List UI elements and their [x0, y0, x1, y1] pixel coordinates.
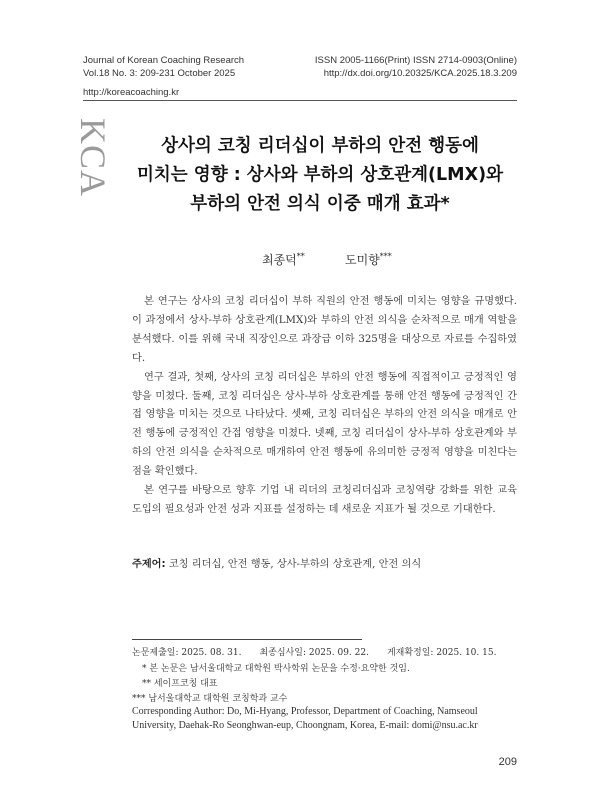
footnote-3: *** 남서울대학교 대학원 코칭학과 교수 [132, 694, 288, 704]
footnote-2: ** 세이프코칭 대표 [142, 679, 218, 689]
author-mark: *** [379, 252, 392, 261]
abstract-paragraph-3: 본 연구를 바탕으로 향후 기업 내 리더의 코칭리더십과 코칭역량 강화를 위한 교육 도입의 필요성과 안전 성과 지표를 설정하는 데 새로운 지표가 될 것으로 기대한다. [132, 485, 517, 515]
corresponding-author-line-1: Corresponding Author: Do, Mi-Hyang, Professor, Department of Coaching, Namseoul [132, 706, 478, 717]
abstract-paragraph-1: 본 연구는 상사의 코칭 리더십이 부하 직원의 안전 행동에 미치는 영향을 규명했다. 이 과정에서 상사-부하 상호관계(LMX)와 부하의 안전 의식을 순차적으로 매개 역할을 분석했다. 이를 위해 국내 직장인으로 과장급 이하 325명을 대상으로 자료를 수집하였다. [132, 296, 517, 364]
abstract-paragraph-2: 연구 결과, 첫째, 상사의 코칭 리더십은 부하의 안전 행동에 직접적이고 긍정적인 영향을 미쳤다. 둘째, 코칭 리더십은 상사-부하 상호관계를 통해 안전 행동에 긍정적인 간접 영향을 미치는 것으로 나타났다. 셋째, 코칭 리더십은 부하의 안전 의식을 매개로 안전 행동에 긍정적인 간접 영향을 미쳤다. 넷째, 코칭 리더십이 상사-부하 상호관계와 부하의 안전 의식을 순차적으로 매개하여 안전 행동에 유의미한 긍정적 영향을 미친다는 점을 확인했다. [132, 371, 517, 478]
issn: ISSN 2005-1166(Print) ISSN 2714-0903(Online) [314, 55, 517, 66]
abstract [132, 293, 517, 520]
paper-title-line-1: 상사의 코칭 리더십이 부하의 안전 행동에 [161, 136, 479, 156]
corresponding-author-line-2: University, Daehak-Ro Seonghwan-eup, Choongnam, Korea, E-mail: domi@nsu.ac.kr [132, 720, 478, 731]
keywords-label: 주제어: [132, 559, 166, 570]
header-divider [83, 100, 517, 101]
footnote-divider [132, 639, 362, 640]
paper-title-line-2: 미치는 영향 : 상사와 부하의 상호관계(LMX)와 [137, 165, 503, 185]
keywords-text: 코칭 리더십, 안전 행동, 상사-부하의 상호관계, 안전 의식 [168, 559, 422, 570]
kca-logo: KCA [73, 118, 113, 198]
journal-name: Journal of Korean Coaching Research [83, 55, 245, 66]
author-name: 최종덕 [262, 253, 297, 267]
website-link[interactable]: http://koreacoaching.kr [83, 87, 180, 98]
volume-info: Vol.18 No. 3: 209-231 October 2025 [83, 68, 236, 79]
doi-link[interactable]: http://dx.doi.org/10.20325/KCA.2025.18.3.209 [323, 68, 517, 79]
page-number: 209 [498, 756, 517, 768]
keywords [132, 555, 421, 570]
author-mark: ** [296, 252, 305, 261]
footnote-1: * 본 논문은 남서울대학교 대학원 박사학위 논문을 수정·요약한 것임. [142, 664, 410, 674]
paper-title-line-3: 부하의 안전 의식 이중 매개 효과* [190, 194, 450, 214]
author-name: 도미향 [345, 253, 380, 267]
submission-dates: 논문제출일: 2025. 08. 31. 최종심사일: 2025. 09. 22. 게재확정일: 2025. 10. 15. [132, 648, 497, 658]
author-2 [345, 251, 392, 268]
author-1 [262, 251, 305, 268]
